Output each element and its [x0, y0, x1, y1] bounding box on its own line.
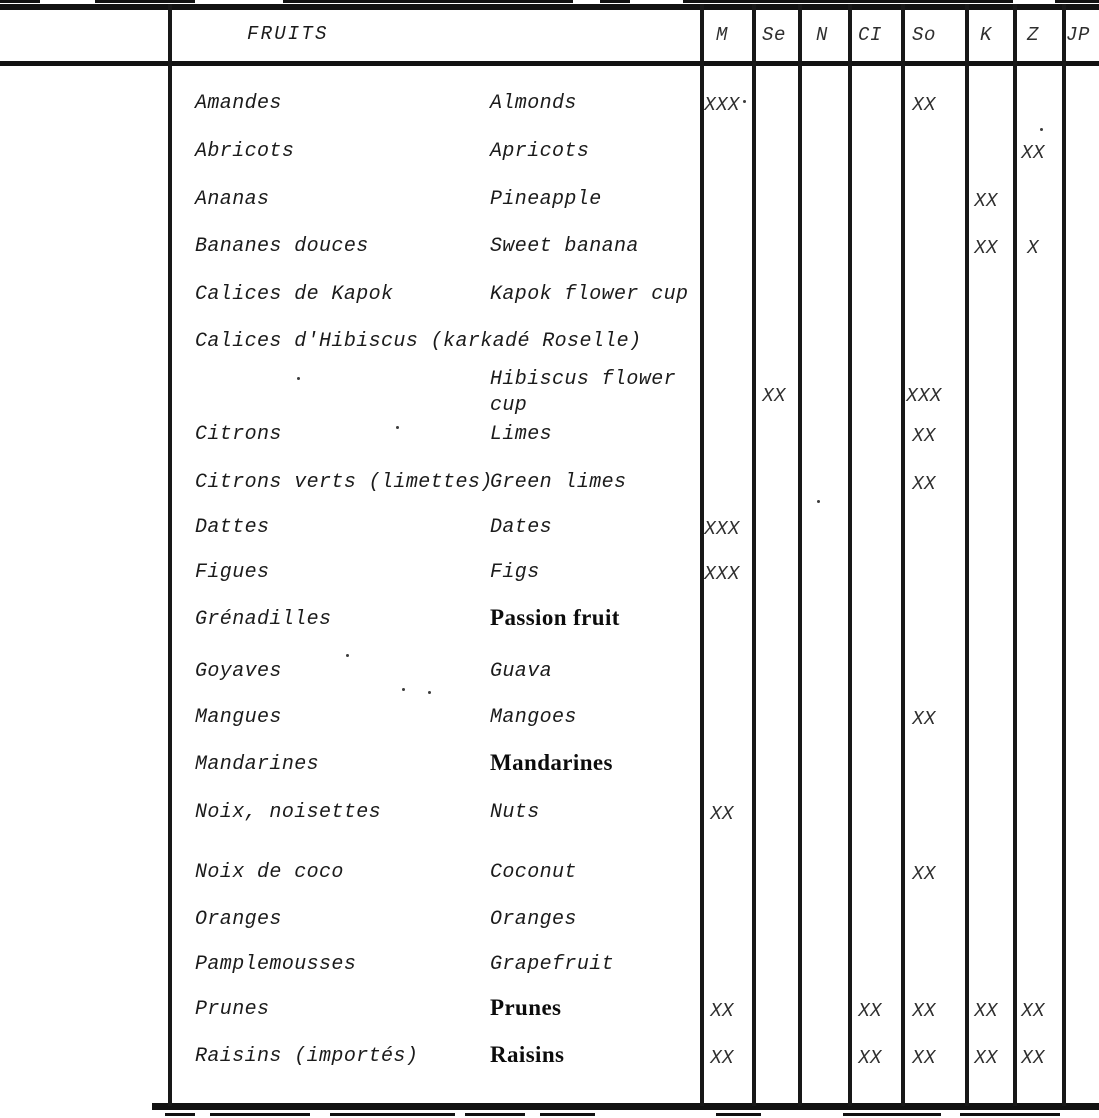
- table-border-line: [152, 1103, 1099, 1110]
- row-french-name: Ananas: [195, 188, 270, 211]
- row-english-name: Pineapple: [490, 188, 602, 211]
- noise-dot: [396, 426, 399, 429]
- row-french-name: Amandes: [195, 92, 282, 115]
- availability-mark: XX: [710, 1047, 734, 1069]
- row-french-name: Goyaves: [195, 660, 282, 683]
- noise-dot: [743, 100, 746, 103]
- grid-vline: [1062, 4, 1066, 1106]
- availability-mark: XX: [710, 803, 734, 825]
- scan-edge-artifact: [95, 0, 195, 3]
- row-french-name: Raisins (importés): [195, 1045, 419, 1068]
- availability-mark: XX: [974, 1000, 998, 1022]
- availability-mark: XX: [912, 473, 936, 495]
- grid-vline: [965, 4, 969, 1106]
- row-english-name: Passion fruit: [490, 605, 620, 630]
- row-french-name: Noix de coco: [195, 861, 344, 884]
- column-header: JP: [1065, 24, 1091, 46]
- row-french-name: Abricots: [195, 140, 295, 163]
- availability-mark: XX: [912, 708, 936, 730]
- availability-mark: XXX: [704, 563, 740, 585]
- row-english-name: Green limes: [490, 471, 627, 494]
- scan-edge-artifact: [600, 0, 630, 3]
- noise-dot: [346, 654, 349, 657]
- row-french-name: Oranges: [195, 908, 282, 931]
- row-french-name: Citrons: [195, 423, 282, 446]
- row-english-name: Prunes: [490, 995, 562, 1020]
- grid-vline: [752, 4, 756, 1106]
- fruits-column-header: FRUITS: [247, 23, 329, 45]
- row-english-name: Kapok flower cup: [490, 283, 689, 306]
- table-border-line: [0, 4, 1099, 10]
- scan-edge-artifact: [716, 1113, 761, 1116]
- row-french-name: Mangues: [195, 706, 282, 729]
- row-english-name: Sweet banana: [490, 235, 639, 258]
- row-english-name: Guava: [490, 660, 553, 683]
- grid-vline: [168, 4, 172, 1106]
- row-french-name: Pamplemousses: [195, 953, 357, 976]
- grid-vline: [700, 4, 704, 1106]
- row-french-name: Bananes douces: [195, 235, 369, 258]
- column-header: M: [715, 24, 729, 46]
- availability-mark: XX: [912, 1047, 936, 1069]
- noise-dot: [817, 500, 820, 503]
- availability-mark: XXX: [704, 518, 740, 540]
- availability-mark: XX: [912, 94, 936, 116]
- scan-edge-artifact: [165, 1113, 195, 1116]
- row-french-name: Mandarines: [195, 753, 320, 776]
- availability-mark: XX: [710, 1000, 734, 1022]
- availability-mark: XX: [858, 1000, 882, 1022]
- grid-vline: [1013, 4, 1017, 1106]
- row-french-name: Citrons verts (limettes): [195, 471, 493, 494]
- row-french-name: Prunes: [195, 998, 270, 1021]
- scan-edge-artifact: [210, 1113, 310, 1116]
- scan-edge-artifact: [465, 1113, 525, 1116]
- row-english-name: Hibiscus flower cup: [490, 368, 677, 417]
- row-english-name: Raisins: [490, 1042, 565, 1067]
- availability-mark: XXX: [906, 385, 942, 407]
- row-french-name: Noix, noisettes: [195, 801, 382, 824]
- scan-edge-artifact: [0, 0, 40, 3]
- row-english-name: Oranges: [490, 908, 577, 931]
- scan-edge-artifact: [283, 0, 573, 3]
- noise-dot: [428, 691, 431, 694]
- row-french-name: Calices de Kapok: [195, 283, 394, 306]
- availability-mark: XX: [1021, 1000, 1045, 1022]
- scan-edge-artifact: [1055, 0, 1099, 3]
- row-english-name: Figs: [490, 561, 540, 584]
- row-english-name: Coconut: [490, 861, 577, 884]
- column-header: CI: [857, 24, 883, 46]
- row-french-name: Figues: [195, 561, 270, 584]
- scan-edge-artifact: [330, 1113, 455, 1116]
- row-english-name: Apricots: [490, 140, 590, 163]
- column-header: N: [815, 24, 829, 46]
- grid-vline: [901, 4, 905, 1106]
- scan-edge-artifact: [540, 1113, 595, 1116]
- scan-edge-artifact: [843, 1113, 941, 1116]
- noise-dot: [1040, 128, 1043, 131]
- row-english-name: Limes: [490, 423, 553, 446]
- scan-edge-artifact: [683, 0, 1013, 3]
- row-french-name: Grénadilles: [195, 608, 332, 631]
- noise-dot: [402, 688, 405, 691]
- availability-mark: XX: [974, 190, 998, 212]
- availability-mark: XX: [974, 1047, 998, 1069]
- availability-mark: XX: [974, 237, 998, 259]
- column-header: Z: [1026, 24, 1040, 46]
- column-header: Se: [761, 24, 787, 46]
- table-border-line: [0, 61, 1099, 66]
- row-french-name: Dattes: [195, 516, 270, 539]
- row-english-name: Mangoes: [490, 706, 577, 729]
- availability-mark: XX: [912, 425, 936, 447]
- availability-mark: XX: [1021, 142, 1045, 164]
- row-english-name: Almonds: [490, 92, 577, 115]
- row-english-name: Nuts: [490, 801, 540, 824]
- row-french-name: Calices d'Hibiscus (karkadé Roselle): [195, 330, 642, 353]
- availability-mark: XX: [912, 863, 936, 885]
- grid-vline: [848, 4, 852, 1106]
- availability-mark: XXX: [704, 94, 740, 116]
- availability-mark: XX: [912, 1000, 936, 1022]
- scan-edge-artifact: [960, 1113, 1060, 1116]
- row-english-name: Dates: [490, 516, 553, 539]
- noise-dot: [297, 377, 300, 380]
- row-english-name: Mandarines: [490, 750, 613, 775]
- column-header: K: [979, 24, 993, 46]
- availability-mark: X: [1027, 237, 1039, 259]
- grid-vline: [798, 4, 802, 1106]
- column-header: So: [911, 24, 937, 46]
- availability-mark: XX: [1021, 1047, 1045, 1069]
- availability-mark: XX: [762, 385, 786, 407]
- row-english-name: Grapefruit: [490, 953, 615, 976]
- availability-mark: XX: [858, 1047, 882, 1069]
